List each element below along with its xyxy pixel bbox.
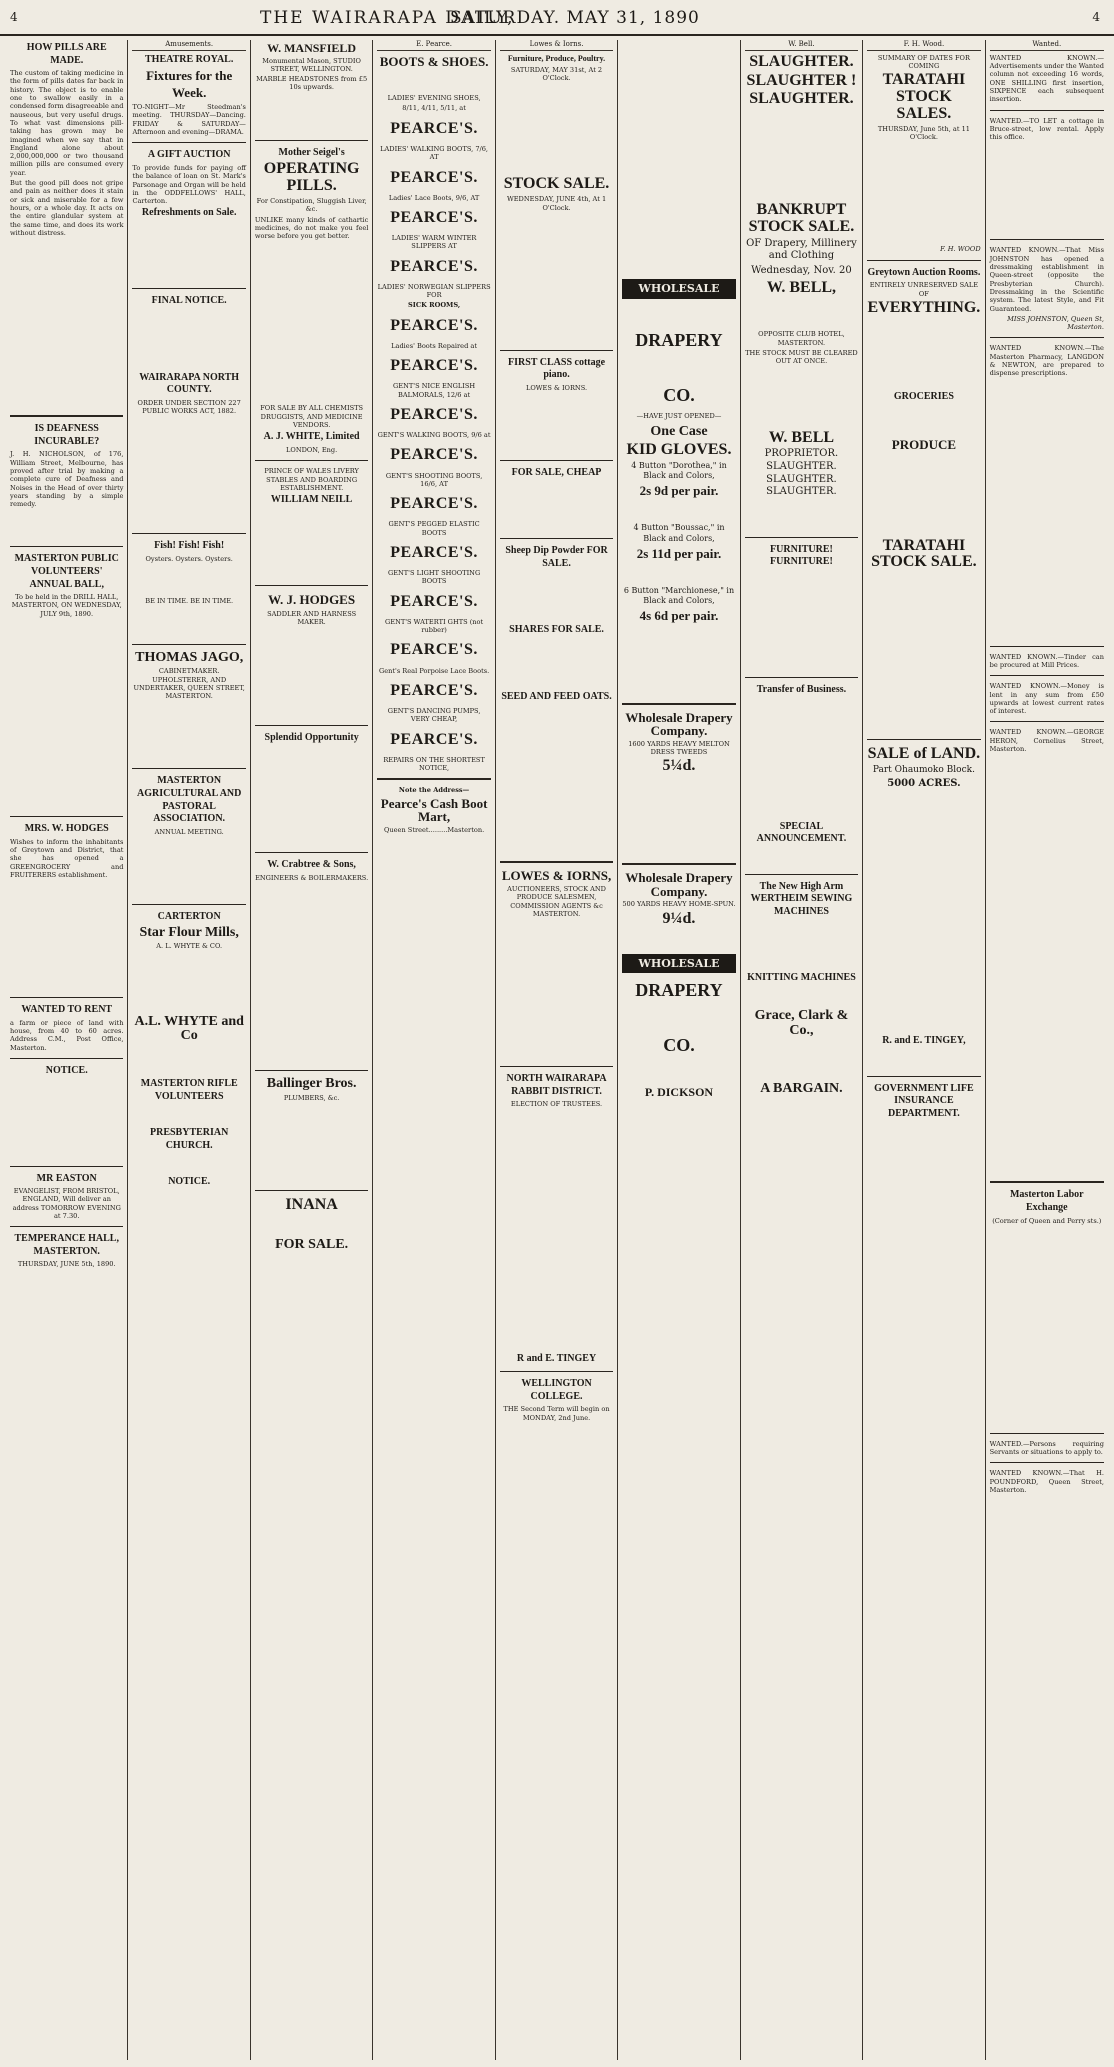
column-header: E. Pearce. (377, 40, 490, 51)
ad-text: WANTED KNOWN.—That Miss JOHNSTON has opened a dressmaking establishment in Queen-street (opposite the Presbyterian Church). Dressmaking in the Scientific system. The latest Style, and Fit Guaranteed. (989, 246, 1104, 313)
ad-heading: 2s 11d per pair. (636, 545, 722, 561)
article-paragraph: The custom of taking medicine in the form of pills dates far back in history. The object is to enable one to swallow easily in a condensed form disagreeable and nauseous, but very useful drugs. To what vast dimensions pill-taking has grown may be imagined when we say that in England alone about 2,000,000,000 or two thousand million pills are consumed every year. (10, 69, 124, 177)
ad-heading: KNITTING MACHINES (747, 972, 856, 984)
ad-text: GENT'S PEGGED ELASTIC BOOTS (388, 520, 480, 537)
pearce-heading: PEARCE'S. (390, 208, 478, 226)
ad-text: 4 Button "Boussac," in Black and Colors, (633, 523, 725, 543)
ad-heading: Pearce's Cash Boot Mart, (380, 795, 488, 825)
ad-heading: TARATAHI STOCK SALES. (882, 71, 966, 122)
issue-date: SATURDAY. MAY 31, 1890 (450, 8, 700, 28)
ad-heading: SLAUGHTER. (749, 52, 854, 70)
ad-heading: THEATRE ROYAL. (145, 53, 234, 65)
ad-heading: MASTERTON PUBLIC VOLUNTEERS' ANNUAL BALL, (14, 553, 119, 590)
ad-heading: WHOLESALE (622, 279, 735, 299)
column-header: Wanted. (990, 40, 1104, 51)
ad-heading: R. and E. TINGEY, (882, 1034, 966, 1046)
ad-text: Note the Address— (398, 786, 470, 795)
pearce-heading: PEARCE'S. (390, 730, 478, 748)
ad-text: THURSDAY, JUNE 5th, 1890. (17, 1260, 116, 1269)
ad-heading: WAIRARAPA NORTH COUNTY. (139, 371, 240, 396)
ad-heading: INANA (285, 1196, 338, 1214)
ad-heading: IS DEAFNESS INCURABLE? (34, 423, 100, 447)
pearce-heading: PEARCE'S. (390, 119, 478, 137)
ad-heading: A GIFT AUCTION (147, 149, 231, 161)
column-2 (128, 40, 250, 2060)
ad-heading: Fish! Fish! Fish! (154, 540, 225, 552)
ad-heading: 2s 9d per pair. (639, 483, 719, 499)
column-9 (986, 40, 1108, 2060)
ad-text: LOWES & IORNS. (526, 384, 588, 393)
ad-text: Ladies' Lace Boots, 9/6, AT (388, 193, 480, 202)
ad-heading: FOR SALE, CHEAP (511, 467, 602, 479)
ad-heading: Mother Seigel's (278, 146, 345, 158)
page-number-right: 4 (1092, 10, 1100, 24)
column-header: Lowes & Iorns. (500, 40, 613, 51)
ad-heading: CARTERTON (157, 911, 221, 923)
column-8 (863, 40, 985, 2060)
ad-heading: Refreshments on Sale. (141, 207, 237, 219)
ad-text: Wishes to inform the inhabitants of Greytown and District, that she has opened a GREENGROCERY and FRUITERERS establishment. (10, 837, 124, 879)
ad-text: Monumental Mason, STUDIO STREET, WELLINGTON. (262, 56, 361, 73)
ad-heading: STOCK SALE. (503, 175, 610, 193)
ad-heading: TARATAHI STOCK SALE. (871, 536, 977, 571)
ad-text: BE IN TIME. BE IN TIME. (145, 597, 234, 606)
ad-text: WANTED KNOWN.—Tinder can be procured at Mill Prices. (989, 652, 1104, 669)
ad-text: TO-NIGHT—Mr Steedman's meeting. THURSDAY—Dancing. FRIDAY & SATURDAY—Afternoon and evening—DRAMA. (132, 103, 246, 137)
ad-heading: WHOLESALE (622, 954, 735, 974)
ad-heading: KID GLOVES. (626, 441, 732, 459)
ad-heading: TEMPERANCE HALL, MASTERTON. (14, 1233, 119, 1257)
article-heading: HOW PILLS ARE MADE. (26, 42, 107, 66)
ad-text: For Constipation, Sluggish Liver, &c. (256, 196, 367, 214)
ad-heading: MASTERTON RIFLE VOLUNTEERS (140, 1078, 238, 1102)
column-5 (496, 40, 618, 2060)
ad-text: LONDON, Eng. (286, 445, 338, 454)
ad-heading: W. Crabtree & Sons, (267, 859, 356, 871)
ad-text: GENT'S NICE ENGLISH BALMORALS, 12/6 at (393, 382, 476, 399)
ad-text: GENT'S WALKING BOOTS, 9/6 at (377, 431, 491, 440)
ad-heading: One Case (650, 423, 708, 439)
ad-heading: OPERATING PILLS. (263, 160, 360, 195)
ad-heading: MASTERTON AGRICULTURAL AND PASTORAL ASSOCIATION. (136, 775, 242, 825)
ad-heading: WILLIAM NEILL (270, 494, 353, 506)
ad-text: ORDER UNDER SECTION 227 PUBLIC WORKS ACT, 1882. (137, 398, 241, 416)
pearce-heading: PEARCE'S. (390, 357, 478, 375)
ad-text: LADIES' WALKING BOOTS, 7/6, AT (380, 144, 489, 162)
ad-text: ENGINEERS & BOILERMAKERS. (255, 873, 369, 882)
ad-heading: SALE of LAND. (867, 745, 981, 763)
ad-text: WANTED KNOWN.—Money is lent in any sum from £50 upwards at lowest current rates of interest. (989, 682, 1104, 716)
ad-heading: Wholesale Drapery Company. (625, 709, 733, 739)
ad-heading: W. MANSFIELD (267, 41, 357, 55)
ad-text: SICK ROOMS, (407, 301, 461, 310)
ad-heading: NOTICE. (168, 1176, 211, 1188)
ad-text: Ladies' Boots Repaired at (391, 341, 477, 350)
ad-heading: A BARGAIN. (760, 1081, 843, 1097)
ad-text: PLUMBERS, &c. (283, 1093, 340, 1102)
ad-text: To provide funds for paying off the balance of loan on St. Mark's Parsonage and Organ will be held in the ODDFELLOWS' HALL, Carterton. (132, 163, 246, 206)
ad-text: Queen Street.........Masterton. (384, 825, 485, 834)
ad-text: WANTED.—Persons requiring Servants or situations to apply to. (989, 1439, 1104, 1457)
pearce-heading: PEARCE'S. (390, 592, 478, 610)
ad-heading: DRAPERY (635, 980, 723, 1001)
page-number-left: 4 (10, 10, 18, 24)
ad-heading: R and E. TINGEY (516, 1352, 597, 1364)
ad-heading: Wholesale Drapery Company. (625, 870, 733, 899)
pearce-heading: PEARCE'S. (390, 446, 478, 464)
column-3 (251, 40, 373, 2060)
ad-text: THE Second Term will begin on MONDAY, 2nd June. (503, 1405, 610, 1422)
ad-text: 8/11, 4/11, 5/11, at (402, 104, 466, 113)
column-6 (618, 40, 740, 2060)
ad-text: GENT'S SHOOTING BOOTS, 16/6, AT (385, 471, 483, 488)
column-header: Amusements. (132, 40, 245, 51)
ad-text: ANNUAL MEETING. (154, 827, 224, 836)
column-7 (741, 40, 863, 2060)
ad-heading: Fixtures for the Week. (146, 68, 233, 100)
ad-heading: SLAUGHTER ! (746, 71, 857, 89)
ad-text: UNLIKE many kinds of cathartic medicines, do not make you feel worse before you get better. (254, 215, 369, 241)
masthead (0, 0, 1114, 36)
ad-heading: W. BELL, (766, 278, 837, 296)
ad-heading: Ballinger Bros. (266, 1076, 357, 1092)
ad-heading: FOR SALE. (275, 1236, 349, 1252)
columns (6, 40, 1108, 2060)
ad-text: CABINETMAKER. UPHOLSTERER, AND UNDERTAKER, QUEEN STREET, MASTERTON. (133, 667, 245, 701)
pearce-heading: PEARCE'S. (390, 681, 478, 699)
ad-signature: MISS JOHNSTON, Queen St, Masterton. (1007, 314, 1104, 332)
ad-text: SATURDAY, MAY 31st, At 2 O'Clock. (510, 65, 603, 83)
ad-text: GENT'S WATERTI GHTS (not rubber) (385, 617, 484, 635)
ad-text: THURSDAY, June 5th, at 11 O'Clock. (877, 124, 970, 142)
ad-text: PRINCE OF WALES LIVERY STABLES AND BOARDING ESTABLISHMENT. (264, 467, 359, 492)
ad-text: MARBLE HEADSTONES from £5 10s upwards. (256, 75, 368, 92)
ad-heading: W. BELL (768, 428, 835, 446)
ad-heading: Greytown Auction Rooms. (867, 266, 981, 278)
ad-text: Oysters. Oysters. Oysters. (145, 554, 233, 563)
ad-text: WANTED KNOWN.—GEORGE HERON, Cornelius Street, Masterton. (989, 728, 1104, 754)
pearce-heading: PEARCE'S. (390, 495, 478, 513)
ad-text: Part Ohaumoko Block. (872, 765, 975, 776)
ad-text: To be held in the DRILL HALL, MASTERTON, ON WEDNESDAY, JULY 9th, 1890. (11, 593, 122, 618)
ad-heading: 9¼d. (662, 909, 696, 927)
ad-text: A. L. WHYTE & CO. (156, 942, 223, 951)
ad-text: 6 Button "Marchionese," in Black and Colors, (623, 585, 735, 606)
ad-heading: Star Flour Mills, (139, 924, 239, 940)
ad-text: J. H. NICHOLSON, of 176, William Street, Melbourne, has proved after trial by making a complete cure of Deafness and Noises in the Head of over thirty years standing by a simple remedy. (10, 450, 124, 509)
ad-text: WANTED KNOWN.—Advertisements under the Wanted column not exceeding 16 words, ONE SHILLING first insertion, SIXPENCE each subsequent insertion. (989, 53, 1104, 104)
ad-text: a farm or piece of land with house, from 40 to 60 acres. Address C.M., Post Office, Masterton. (10, 1018, 124, 1052)
ad-text: (Corner of Queen and Perry sts.) (992, 1216, 1102, 1225)
ad-heading: FURNITURE! FURNITURE! (770, 543, 833, 568)
pearce-heading: PEARCE'S. (390, 257, 478, 275)
pearce-heading: PEARCE'S. (390, 168, 478, 186)
ad-heading: MRS. W. HODGES (24, 823, 109, 835)
ad-heading: BANKRUPT STOCK SALE. (748, 201, 855, 235)
ad-text: 1600 YARDS HEAVY MELTON DRESS TWEEDS (628, 739, 730, 757)
ad-heading: A. J. WHITE, Limited (263, 431, 360, 443)
ad-signature: F. H. WOOD (940, 245, 981, 254)
ad-text: EVANGELIST, FROM BRISTOL, ENGLAND, Will deliver an address TOMORROW EVENING at 7.30. (12, 1187, 121, 1220)
ad-heading: NOTICE. (45, 1064, 88, 1076)
ad-text: LADIES' WARM WINTER SLIPPERS AT (391, 234, 477, 251)
ad-heading: BOOTS & SHOES. (379, 53, 489, 69)
ad-text: SUMMARY OF DATES FOR COMING (877, 53, 970, 71)
ad-heading: SHARES FOR SALE. (509, 624, 604, 636)
ad-text: 4 Button "Dorothea," in Black and Colors, (631, 460, 727, 480)
ad-heading: WELLINGTON COLLEGE. (521, 1378, 592, 1402)
column-header: W. Bell. (745, 40, 858, 51)
ad-heading: DRAPERY (635, 329, 723, 350)
ad-heading: W. J. HODGES (268, 591, 356, 607)
ad-text: GENT'S DANCING PUMPS, VERY CHEAP, (387, 707, 481, 724)
ad-text: AUCTIONEERS, STOCK AND PRODUCE SALESMEN, COMMISSION AGENTS &c MASTERTON. (507, 884, 606, 918)
newspaper-title: THE WAIRARAPA DAILY, (260, 8, 515, 28)
pearce-heading: PEARCE'S. (390, 405, 478, 423)
ad-text: ELECTION OF TRUSTEES. (510, 1100, 603, 1109)
ad-text: WANTED KNOWN.—That H. POUNDFORD, Queen Street, Masterton. (989, 1469, 1104, 1494)
ad-heading: WANTED TO RENT (21, 1004, 113, 1016)
ad-heading: GROCERIES (893, 390, 954, 402)
ad-heading: PRODUCE (891, 437, 957, 453)
ad-heading: Masterton Labor Exchange (1009, 1189, 1084, 1213)
column-4 (373, 40, 495, 2060)
ad-heading: SLAUGHTER. (749, 90, 854, 108)
pearce-heading: PEARCE'S. (390, 641, 478, 659)
ad-heading: 5¼d. (662, 757, 696, 775)
ad-text: SADDLER AND HARNESS MAKER. (267, 610, 357, 627)
ad-heading: Grace, Clark & Co., (754, 1008, 849, 1038)
ad-heading: MR EASTON (36, 1172, 97, 1184)
ad-text: WANTED KNOWN.—The Masterton Pharmacy, LANGDON & NEWTON, are prepared to dispense prescriptions. (989, 344, 1104, 378)
ad-heading: SPECIAL ANNOUNCEMENT. (756, 820, 847, 845)
ad-text: GENT'S LIGHT SHOOTING BOOTS (387, 569, 481, 586)
ad-heading: Sheep Dip Powder FOR SALE. (505, 544, 608, 569)
ad-text: OPPOSITE CLUB HOTEL, MASTERTON. (758, 330, 845, 347)
column-header: F. H. Wood. (867, 40, 980, 51)
column-1 (6, 40, 128, 2060)
ad-heading: THOMAS JAGO, (135, 649, 244, 665)
ad-text: LADIES' EVENING SHOES, (387, 94, 481, 103)
ad-heading: FINAL NOTICE. (151, 295, 227, 307)
ad-heading: Splendid Opportunity (264, 731, 359, 743)
ad-text: ENTIRELY UNRESERVED SALE OF (869, 281, 979, 298)
ad-heading: NORTH WAIRARAPA RABBIT DISTRICT. (506, 1073, 607, 1097)
ad-heading: CO. (663, 1035, 695, 1056)
ad-text: OF Drapery, Millinery and Clothing (746, 237, 857, 262)
ad-text: WANTED.—TO LET a cottage in Bruce-street, low rental. Apply this office. (989, 116, 1104, 142)
ad-text: 500 YARDS HEAVY HOME-SPUN. (622, 900, 736, 909)
ad-heading: PRESBYTERIAN CHURCH. (150, 1127, 229, 1151)
ad-text: REPAIRS ON THE SHORTEST NOTICE, (383, 755, 485, 773)
ad-heading: LOWES & IORNS, (501, 868, 612, 884)
ad-heading: CO. (663, 384, 695, 405)
ad-text: 5000 ACRES. (887, 778, 961, 790)
ad-heading: GOVERNMENT LIFE INSURANCE DEPARTMENT. (874, 1082, 974, 1119)
ad-heading: 4s 6d per pair. (639, 608, 719, 624)
pearce-heading: PEARCE'S. (390, 543, 478, 561)
ad-text: FOR SALE BY ALL CHEMISTS DRUGGISTS, AND MEDICINE VENDORS. (260, 404, 364, 430)
ad-text: WEDNESDAY, JUNE 4th, At 1 O'Clock. (506, 195, 607, 212)
ad-heading: SEED AND FEED OATS. (501, 690, 612, 702)
pearce-heading: PEARCE'S. (390, 316, 478, 334)
ad-text: THE STOCK MUST BE CLEARED OUT AT ONCE. (745, 348, 858, 366)
ad-heading: FIRST CLASS cottage piano. (508, 356, 606, 381)
ad-heading: Transfer of Business. (756, 683, 847, 695)
ad-heading: EVERYTHING. (867, 298, 981, 316)
article-paragraph: But the good pill does not gripe and pain as neither does it stain or sick and miserable for a few hours, or a whole day. It acts on the entire glandular system at the same time, and does its work without distress. (10, 179, 124, 237)
ad-text: Gent's Real Porpoise Lace Boots. (378, 666, 490, 675)
ad-heading: Furniture, Produce, Poultry. (507, 53, 606, 63)
ad-heading: A.L. WHYTE and Co (134, 1013, 244, 1044)
ad-text: Wednesday, Nov. 20 (751, 264, 852, 276)
ad-heading: P. DICKSON (644, 1084, 714, 1099)
ad-heading: The New High Arm WERTHEIM SEWING MACHINES (750, 880, 853, 917)
ad-text: —HAVE JUST OPENED— (636, 412, 722, 421)
ad-text: PROPRIETOR. SLAUGHTER. SLAUGHTER. SLAUGHTER. (764, 448, 839, 498)
ad-text: LADIES' NORWEGIAN SLIPPERS FOR (377, 282, 491, 300)
